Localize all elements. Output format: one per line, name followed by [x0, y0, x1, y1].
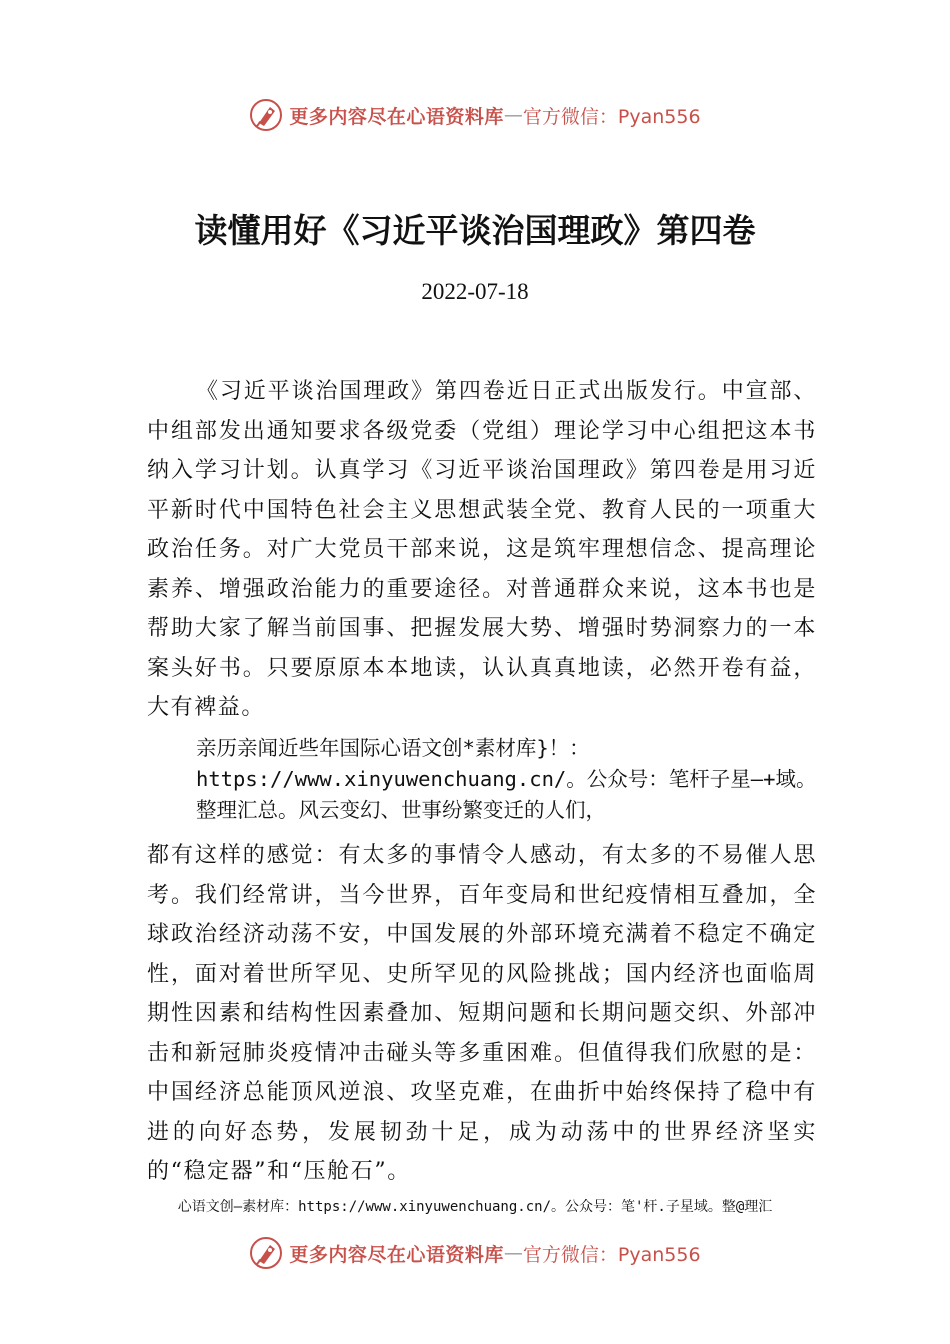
footer-banner — [0, 1233, 950, 1273]
header-banner — [0, 95, 950, 135]
pen-nib-logo-icon — [249, 1236, 283, 1270]
article-date: 2022-07-18 — [421, 279, 529, 304]
paragraph-2: 都有这样的感觉：有太多的事情令人感动，有太多的不易催人思考。我们经常讲，当今世界，百年变局和世纪疫情相互叠加，全球政治经济动荡不安，中国发展的外部环境充满着不稳定不确定性，面对着世所罕见、史所罕见的风险挑战；国内经济也面临周期性因素和结构性因素叠加、短期问题和长期问题交织、外部冲击和新冠肺炎疫情冲击碰头等多重困难。但值得我们欣慰的是：中国经济总能顶风逆浪、攻坚克难，在曲折中始终保持了稳中有进的向好态势，发展韧劲十足，成为动荡中的世界经济坚实的“稳定器”和“压舱石”。 — [147, 843, 817, 1184]
banner-separator: — — [503, 1242, 523, 1264]
footer-source-note: 心语文创—素材库：https://www.xinyuwenchuang.cn/。公众号：笔'杆.子星域。整@理汇 — [177, 1199, 773, 1215]
source-quote: 亲历亲闻近些年国际心语文创*素材库}！：https://www.xinyuwenchuang.cn/。公众号：笔杆子星—+域。整理汇总。风云变幻、世事纷繁变迁的人们， — [196, 736, 817, 822]
banner-separator: — — [503, 104, 523, 126]
banner-text: 更多内容尽在心语资料库 — [289, 105, 504, 128]
banner-text: 更多内容尽在心语资料库 — [289, 1243, 504, 1266]
banner-wechat: 官方微信：Pyan556 — [522, 105, 701, 128]
pen-nib-logo-icon — [249, 98, 283, 132]
paragraph-1: 《习近平谈治国理政》第四卷近日正式出版发行。中宣部、中组部发出通知要求各级党委（党组）理论学习中心组把这本书纳入学习计划。认真学习《习近平谈治国理政》第四卷是用习近平新时代中国特色社会主义思想武装全党、教育人民的一项重大政治任务。对广大党员干部来说，这是筑牢理想信念、提高理论素养、增强政治能力的重要途径。对普通群众来说，这本书也是帮助大家了解当前国事、把握发展大势、增强时势洞察力的一本案头好书。只要原原本本地读，认认真真地读，必然开卷有益，大有裨益。 — [147, 379, 817, 720]
article-title: 读懂用好《习近平谈治国理政》第四卷 — [194, 211, 756, 250]
banner-wechat: 官方微信：Pyan556 — [522, 1243, 701, 1266]
